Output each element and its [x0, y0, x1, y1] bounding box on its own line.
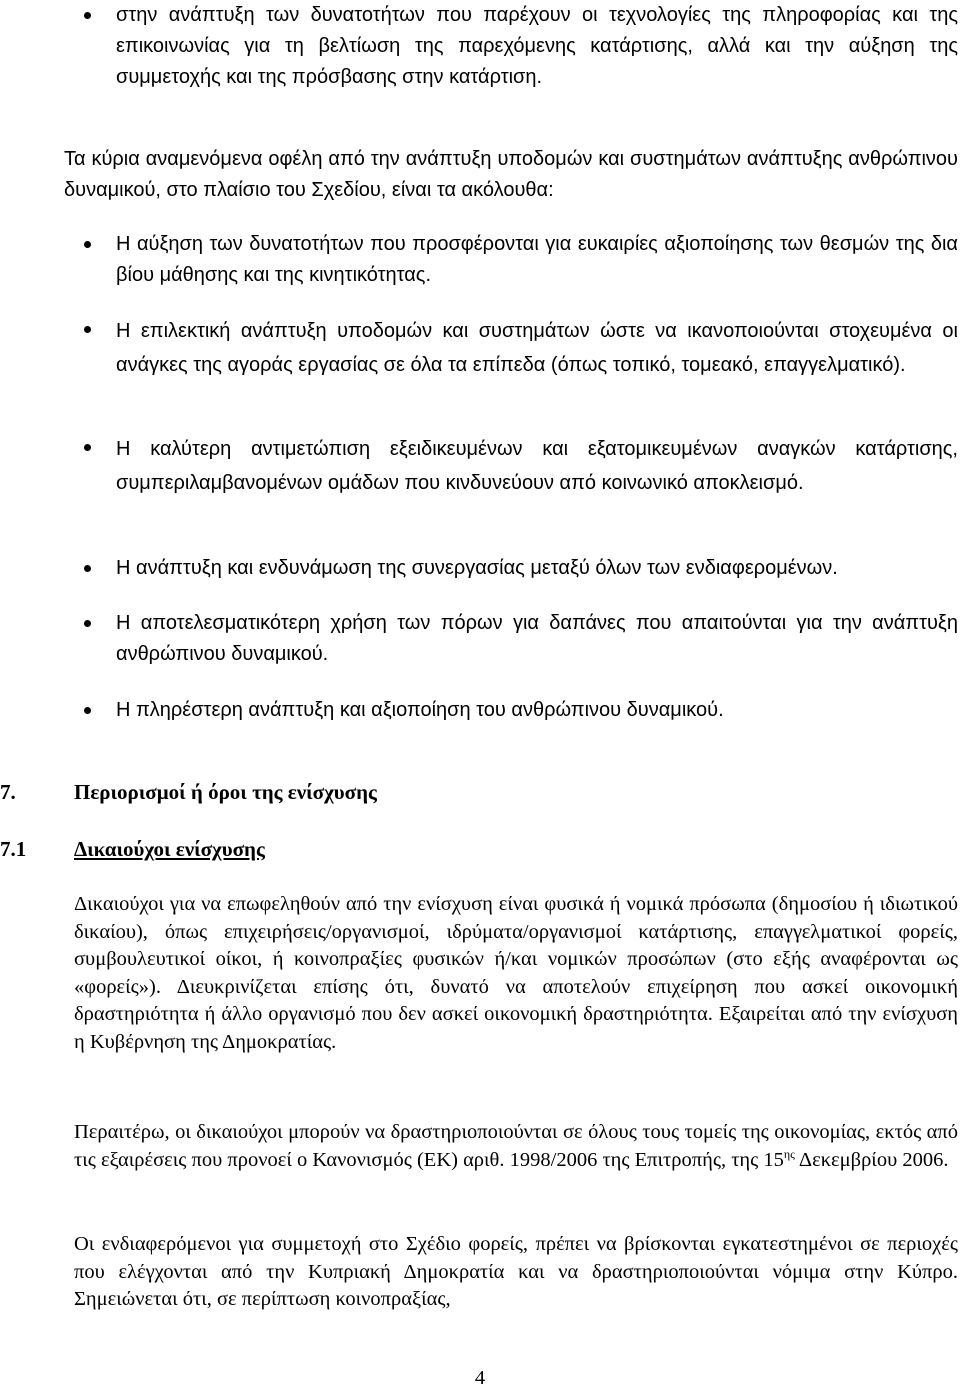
ordinal-suffix: ης [783, 1146, 795, 1161]
paragraph-text-end: Δεκεμβρίου 2006. [794, 1148, 949, 1171]
bullet-marker [84, 326, 91, 333]
list-item: Η επιλεκτική ανάπτυξη υποδομών και συστημάτων ώστε να ικανοποιούνται στοχευμένα οι ανάγκες της αγοράς εργασίας σε όλα τα επίπεδα (όπως τοπικό, τομεακό, επαγγελματικό). [116, 320, 958, 376]
page-number: 4 [474, 1367, 486, 1389]
bullet-marker [84, 444, 91, 451]
section-number: 7. [0, 780, 16, 804]
bullet-marker [84, 707, 91, 714]
list-item: Η πληρέστερη ανάπτυξη και αξιοποίηση του ανθρώπινου δυναμικού. [116, 699, 724, 721]
body-paragraph: Δικαιούχοι για να επωφεληθούν από την ενίσχυση είναι φυσικά ή νομικά πρόσωπα (δημοσίου ή ιδιωτικού δικαίου), όπως επιχειρήσεις/οργανισμοί, ιδρύματα/οργανισμοί κατάρτισης, επαγγελματικοί φορείς, συμβουλευτικοί οίκοι, ή κοινοπραξίες φυσικών ή/και νομικών προσώπων (στο εξής αναφέρονται ως «φορείς»). Διευκρινίζεται επίσης ότι, δυνατό να αποτελούν επιχείρηση που ασκεί οικονομική δραστηριότητα ή άλλο οργανισμό που δεν ασκεί οικονομική δραστηριότητα. Εξαιρείται από την ενίσχυση η Κυβέρνηση της Δημοκρατίας. [74, 893, 958, 1053]
paragraph-text: Περαιτέρω, οι δικαιούχοι μπορούν να δραστηριοποιούνται σε όλους τους τομείς της οικονομίας, εκτός από τις εξαιρέσεις που προνοεί ο Κανονισμός (ΕΚ) αριθ. 1998/2006 της Επιτροπής, της 15 [74, 1121, 958, 1171]
list-item: Η καλύτερη αντιμετώπιση εξειδικευμένων και εξατομικευμένων αναγκών κατάρτισης, συμπεριλαμβανομένων ομάδων που κινδυνεύουν από κοινωνικό αποκλεισμό. [116, 438, 958, 494]
body-paragraph: Οι ενδιαφερόμενοι για συμμετοχή στο Σχέδιο φορείς, πρέπει να βρίσκονται εγκατεστημένοι σε περιοχές που ελέγχονται από την Κυπριακή Δημοκρατία και να δραστηριοποιούνται νόμιμα στην Κύπρο. Σημειώνεται ότι, σε περίπτωση κοινοπραξίας, [74, 1233, 958, 1310]
body-paragraph [74, 1119, 958, 1174]
bullet-marker [84, 12, 91, 19]
subsection-title: Δικαιούχοι ενίσχυσης [74, 837, 265, 861]
list-item: Η ανάπτυξη και ενδυνάμωση της συνεργασίας μεταξύ όλων των ενδιαφερομένων. [116, 557, 838, 579]
intro-paragraph: Τα κύρια αναμενόμενα οφέλη από την ανάπτυξη υποδομών και συστημάτων ανάπτυξης ανθρώπινου δυναμικού, στο πλαίσιο του Σχεδίου, είναι τα ακόλουθα: [64, 148, 958, 201]
list-item: στην ανάπτυξη των δυνατοτήτων που παρέχουν οι τεχνολογίες της πληροφορίας και της επικοινωνίας για τη βελτίωση της παρεχόμενης κατάρτισης, αλλά και την αύξηση της συμμετοχής και της πρόσβασης στην κατάρτιση. [116, 4, 958, 88]
section-title: Περιορισμοί ή όροι της ενίσχυσης [74, 780, 377, 804]
list-item: Η αποτελεσματικότερη χρήση των πόρων για δαπάνες που απαιτούνται για την ανάπτυξη ανθρώπινου δυναμικού. [116, 612, 958, 665]
bullet-marker [84, 241, 91, 248]
list-item: Η αύξηση των δυνατοτήτων που προσφέρονται για ευκαιρίες αξιοποίησης των θεσμών της δια βίου μάθησης και της κινητικότητας. [116, 233, 958, 286]
bullet-marker [84, 565, 91, 572]
bullet-marker [84, 620, 91, 627]
subsection-number: 7.1 [0, 837, 27, 861]
